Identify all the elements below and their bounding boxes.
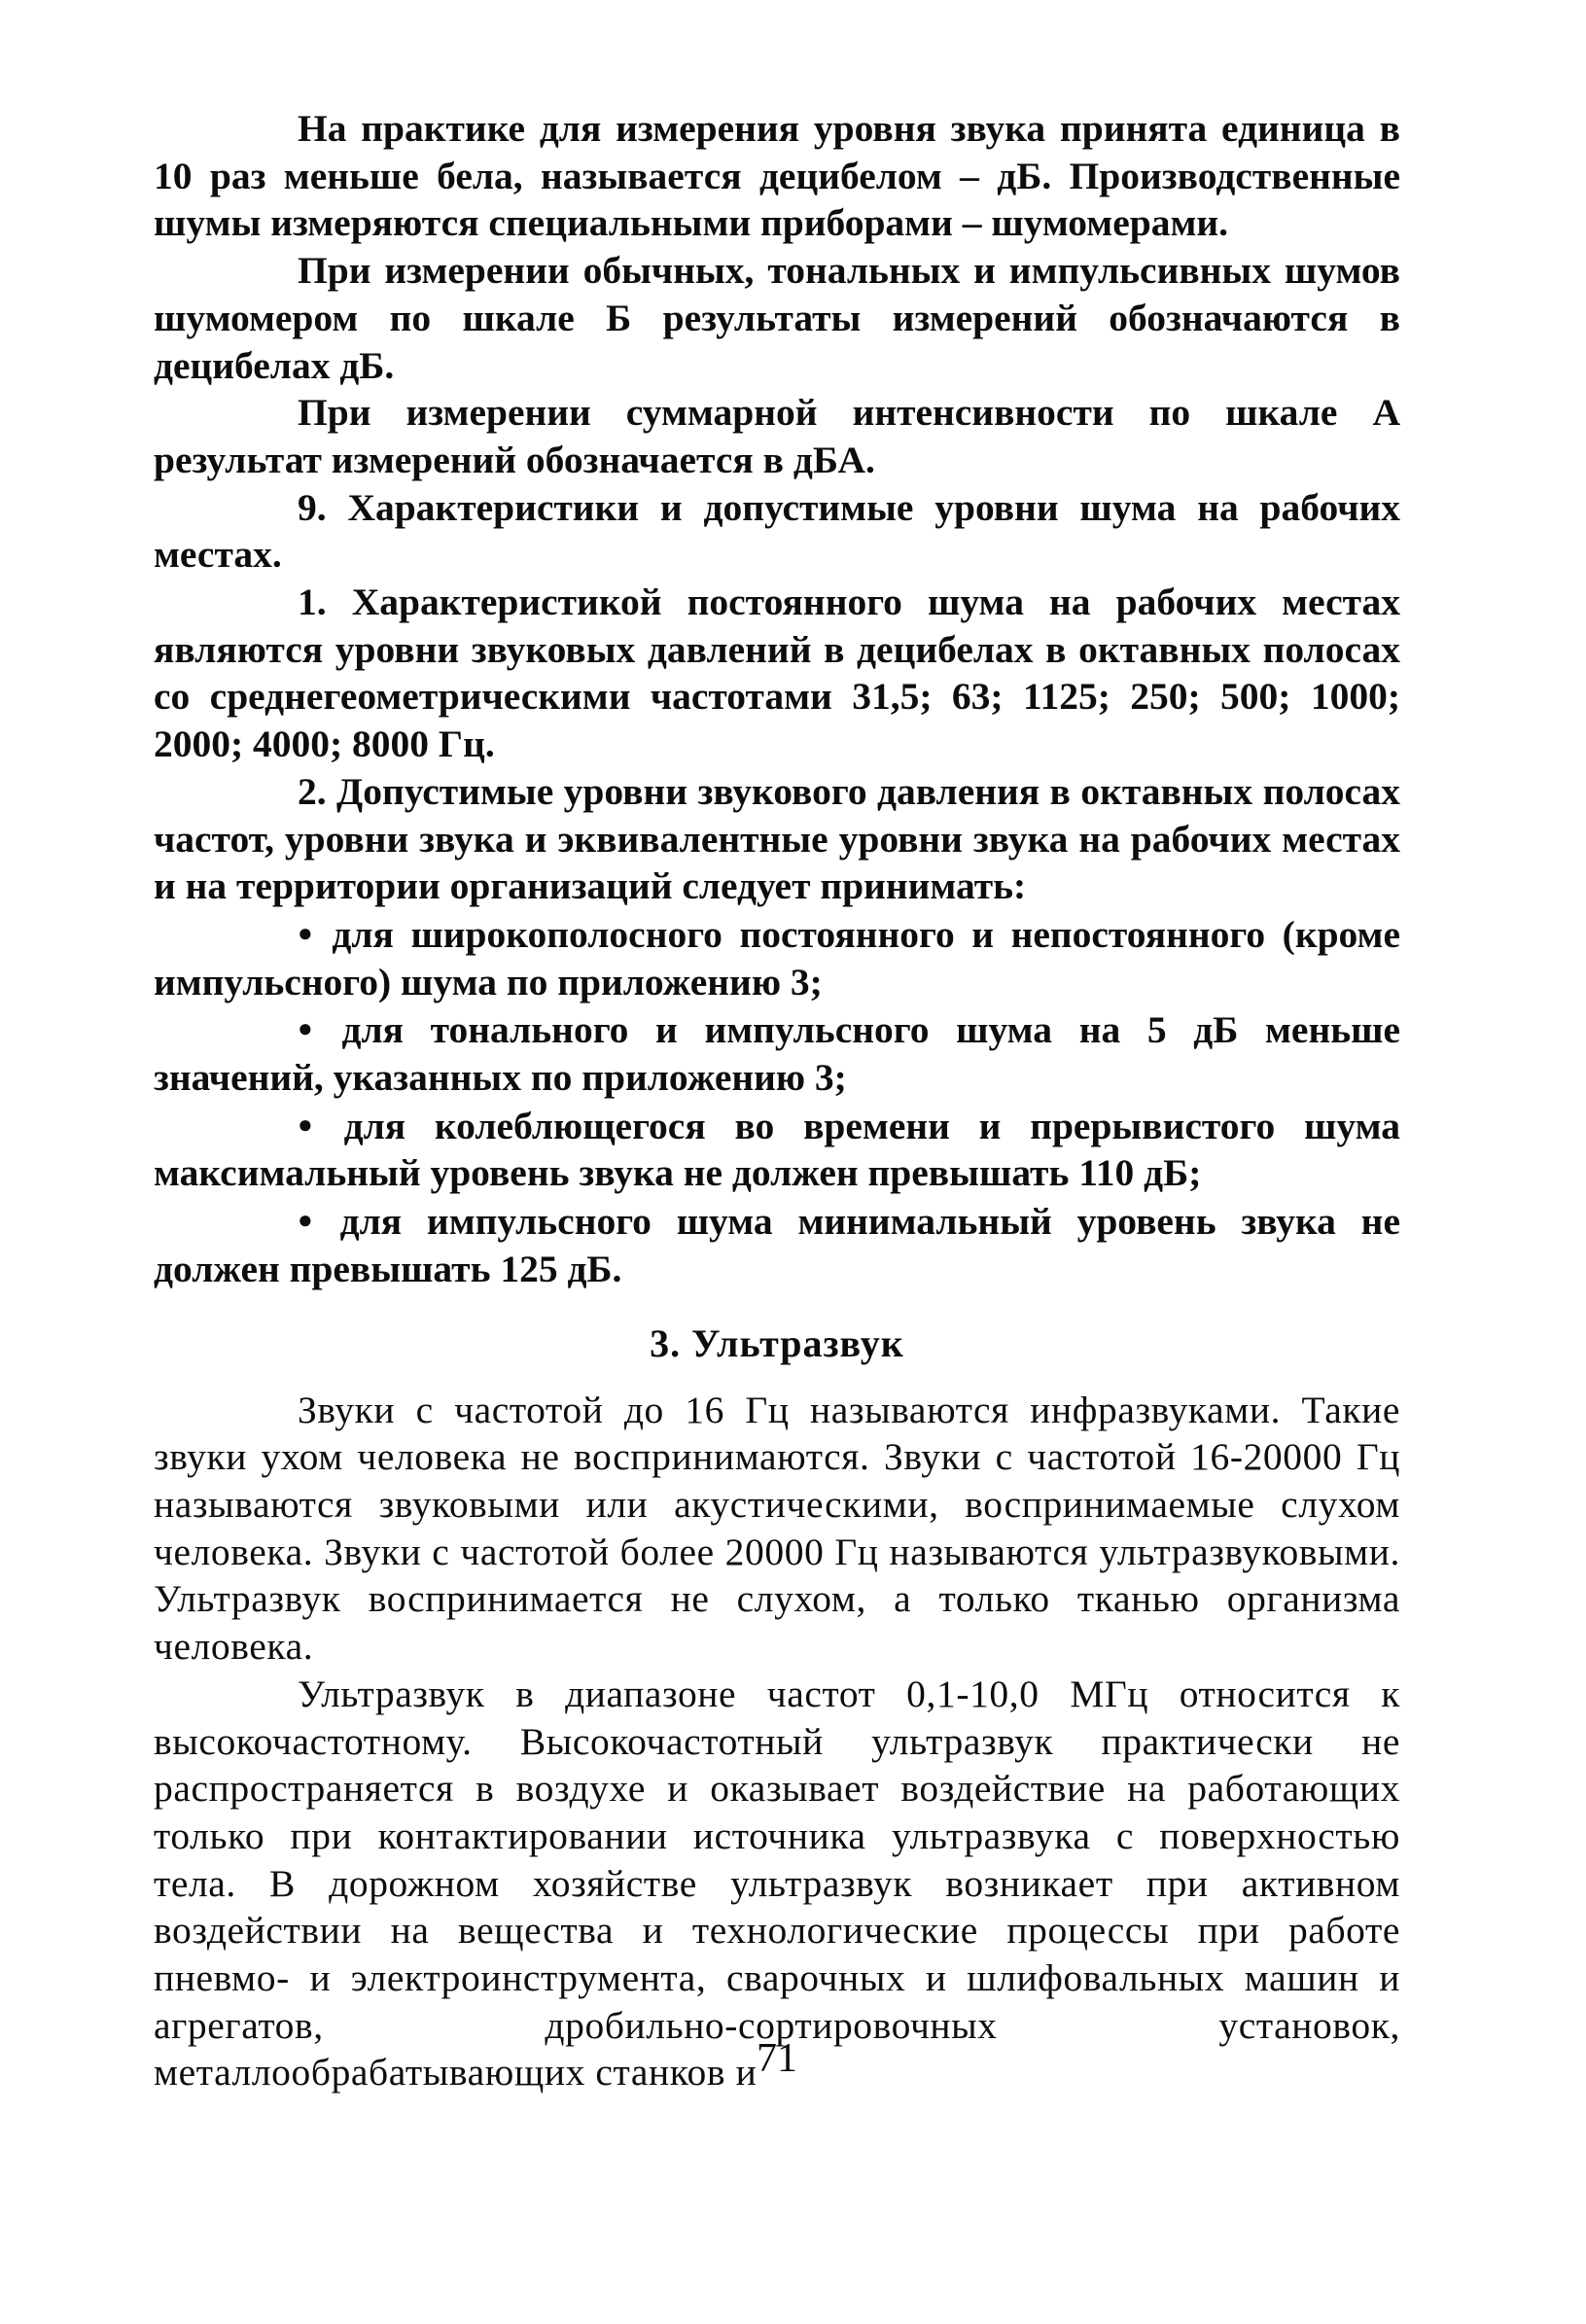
document-page	[154, 105, 1400, 2244]
page-number: 71	[757, 2036, 797, 2081]
bullet-item: ● для колеблющегося во времени и прерывистого шума максимальный уровень звука не должен превышать 110 дБ;	[154, 1102, 1400, 1197]
paragraph-high-frequency-ultrasound: Ультразвук в диапазоне частот 0,1-10,0 МГц относится к высокочастотному. Высокочастотный ультразвук практически не распространяется в воздухе и оказывает воздействие на работающих только при контактировании источника ультразвука с поверхностью тела. В дорожном хозяйстве ультразвук возникает при активном воздействии на вещества и технологические процессы при работе пневмо- и электроинструмента, сварочных и шлифовальных машин и агрегатов, дробильно-сортировочных установок, металлообрабатывающих станков и	[154, 1672, 1400, 2095]
paragraph-item-9: 9. Характеристики и допустимые уровни шума на рабочих местах.	[154, 485, 1400, 577]
paragraph-item-2: 2. Допустимые уровни звукового давления в октавных полосах частот, уровни звука и эквивалентные уровни звука на рабочих местах и на территории организаций следует принимать:	[154, 769, 1400, 908]
paragraph-infrasound: Звуки с частотой до 16 Гц называются инфразвуками. Такие звуки ухом человека не воспринимаются. Звуки с частотой 16-20000 Гц называются звуковыми или акустическими, воспринимаемые слухом человека. Звуки с частотой более 20000 Гц называются ультразвуковыми. Ультразвук воспринимается не слухом, а только тканью организма человека.	[154, 1388, 1400, 1669]
paragraph-scale-b: При измерении обычных, тональных и импульсивных шумов шумомером по шкале Б результаты измерений обозначаются в децибелах дБ.	[154, 249, 1400, 387]
bullet-item: ● для широкополосного постоянного и непостоянного (кроме импульсного) шума по приложению 3;	[154, 910, 1400, 1005]
paragraph-decibel-unit: На практике для измерения уровня звука принята единица в 10 раз меньше бела, называется децибелом – дБ. Производственные шумы измеряются специальными приборами – шумомерами.	[154, 107, 1400, 245]
section-heading: 3. Ультразвук	[650, 1320, 904, 1365]
bullet-item: ● для импульсного шума минимальный уровень звука не должен превышать 125 дБ.	[154, 1197, 1400, 1292]
paragraph-item-1: 1. Характеристикой постоянного шума на рабочих местах являются уровни звуковых давлений в децибелах в октавных полосах со среднегеометрическими частотами 31,5; 63; 1125; 250; 500; 1000; 2000; 4000; 8000 Гц.	[154, 581, 1400, 766]
paragraph-scale-a: При измерении суммарной интенсивности по шкале А результат измерений обозначается в дБА.	[154, 391, 1400, 481]
bullet-item: ● для тонального и импульсного шума на 5 дБ меньше значений, указанных по приложению 3;	[154, 1005, 1400, 1101]
